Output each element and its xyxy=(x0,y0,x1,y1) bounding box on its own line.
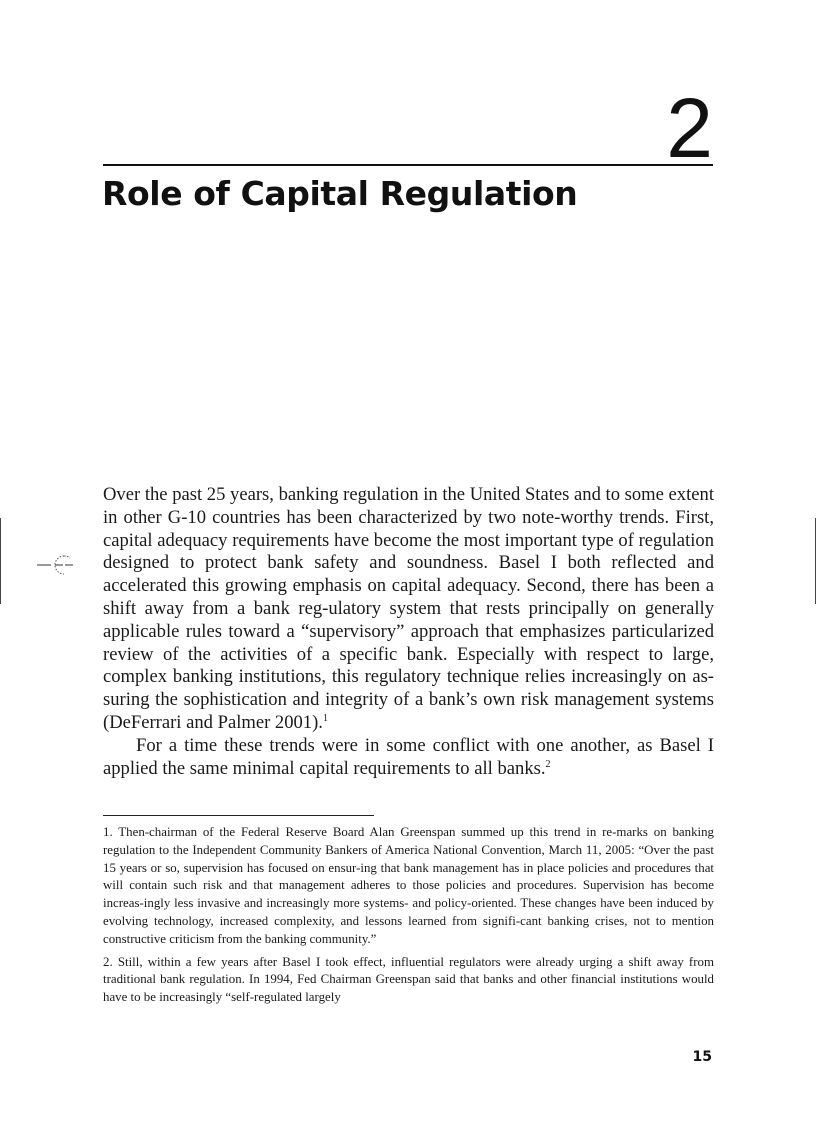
footnote xyxy=(103,824,714,949)
crop-mark-left xyxy=(0,518,1,604)
chapter-title-rule xyxy=(103,164,713,166)
footnote-reference[interactable]: 2 xyxy=(545,758,551,770)
footnote-text: Then-chairman of the Federal Reserve Board Alan Greenspan summed up this trend in re-marks on banking regulation to the Independent Community Bankers of America National Convention, March 11, 2005: “Over the past 15 years or so, supervision has focused on ensur-ing that bank management has in place policies and procedures that will contain such risk and that management adheres to those policies and procedures. Supervision has become increas-ingly less invasive and increasingly more systems- and policy-oriented. These changes have been induced by evolving technology, increased complexity, and lessons learned from signifi-cant banking crises, not to mention constructive criticism from the banking community.” xyxy=(103,825,715,946)
paragraph-text: Over the past 25 years, banking regulation in the United States and to some extent in other G-10 countries has been characterized by two note-worthy trends. First, capital adequacy requirements have become the most important type of regulation designed to protect bank safety and soundness. Basel I both reflected and accelerated this growing emphasis on capital adequacy. Second, there has been a shift away from a bank reg-ulatory system that rests principally on generally applicable rules toward a “supervisory” approach that emphasizes particularized review of the activities of a specific bank. Especially with respect to large, complex banking institutions, this regulatory technique relies increasingly on as-suring the sophistication and integrity of a bank’s own risk management systems (DeFerrari and Palmer 2001). xyxy=(103,484,714,733)
footnote-number: 2. xyxy=(103,954,113,969)
footnote-number: 1. xyxy=(103,825,113,839)
body-text xyxy=(103,484,714,780)
chapter-title: Role of Capital Regulation xyxy=(102,174,578,213)
paragraph-text: For a time these trends were in some conflict with one another, as Basel I applied the same minimal capital requirements to all banks. xyxy=(103,734,714,779)
footnote-separator xyxy=(103,815,374,816)
footnote-text: Still, within a few years after Basel I took effect, influential regulators were already urging a shift away from traditional bank regulation. In 1994, Fed Chairman Greenspan said that banks and other financial institutions would have to be increasingly “self-regulated largely xyxy=(103,954,714,1005)
registration-mark-icon xyxy=(37,552,97,576)
footnote xyxy=(103,954,714,1007)
page-number: 15 xyxy=(692,1049,712,1065)
body-paragraph xyxy=(103,735,714,781)
footnotes xyxy=(103,824,714,1012)
footnote-reference[interactable]: 1 xyxy=(322,712,328,724)
body-paragraph xyxy=(103,484,714,735)
chapter-number: 2 xyxy=(666,81,713,175)
